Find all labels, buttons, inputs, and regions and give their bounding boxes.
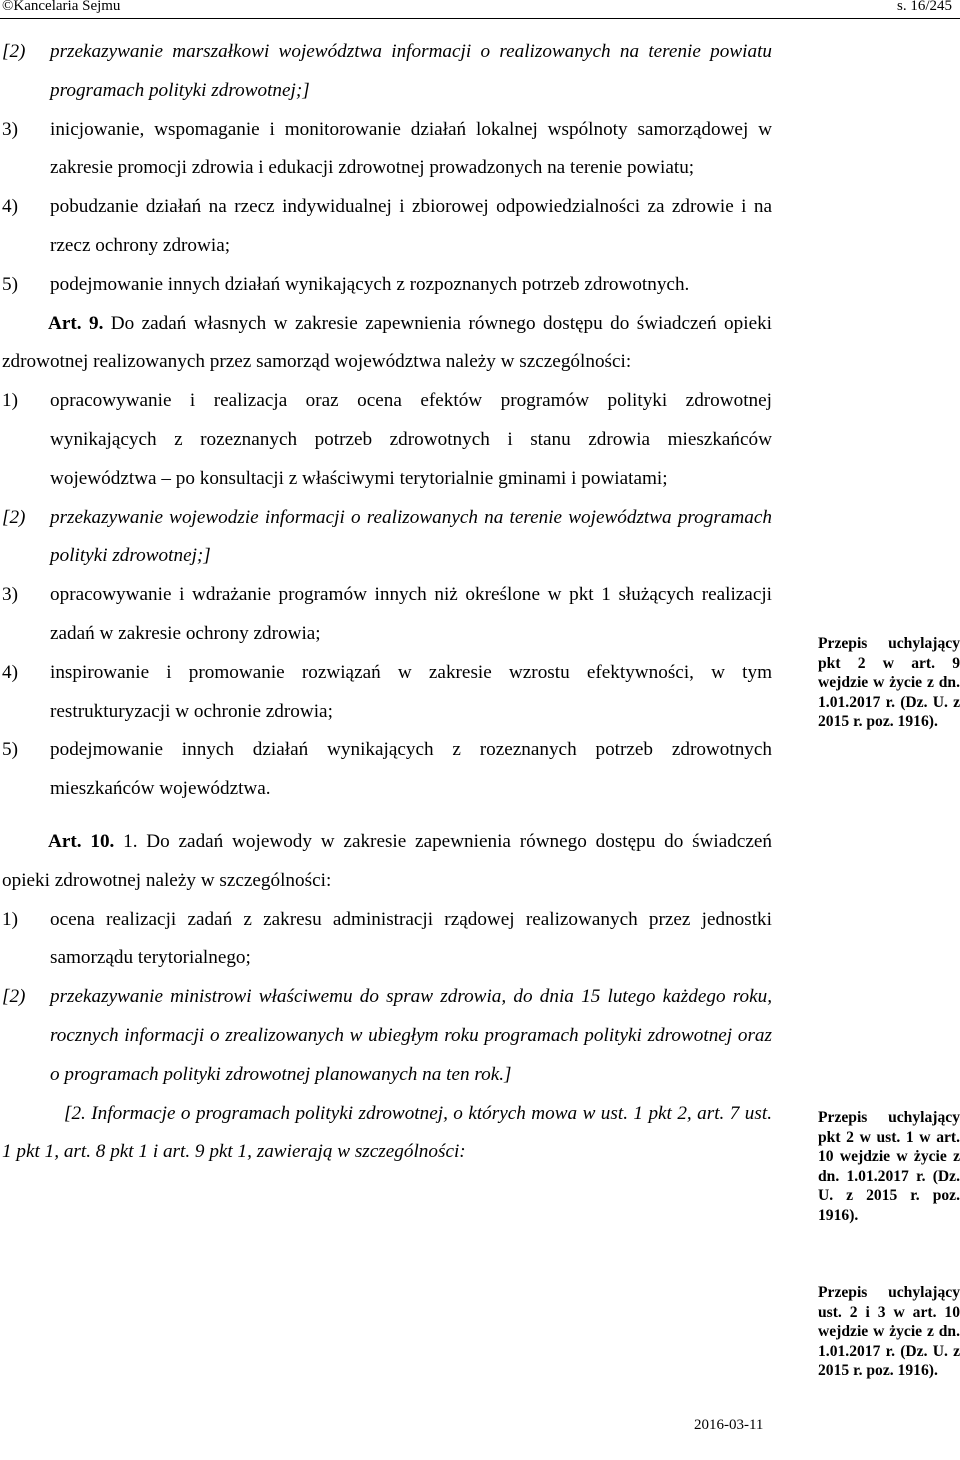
article-label: Art. 10. bbox=[48, 830, 115, 852]
article-text: Do zadań własnych w zakresie zapewnienia równego dostępu do świadczeń opieki zdrowotnej realizowanych przez samorząd województwa należy w szczególności: bbox=[2, 312, 773, 373]
item-number: 5) bbox=[2, 739, 18, 761]
item-number: [2) bbox=[2, 41, 26, 62]
article-label: Art. 9. bbox=[48, 312, 104, 334]
item-text: inicjowanie, wspomaganie i monitorowanie działań lokalnej wspólnoty samorządowej w zakresie promocji zdrowia i edukacji zdrowotnej prowadzonych na terenie powiatu; bbox=[50, 118, 772, 179]
item-text: przekazywanie marszałkowi województwa informacji o realizowanych na terenie powiatu programach polityki zdrowotnej;] bbox=[50, 41, 772, 101]
item-number: [2) bbox=[2, 506, 26, 528]
item-number: 3) bbox=[2, 118, 18, 140]
item-number: 1) bbox=[2, 390, 18, 412]
item-text: inspirowanie i promowanie rozwiązań w zakresie wzrostu efektywności, w tym restrukturyzacji w ochronie zdrowia; bbox=[50, 661, 772, 722]
side-note: Przepis uchylający pkt 2 w ust. 1 w art. 10 wejdzie w życie z dn. 1.01.2017 r. (Dz. U. z 2015 r. poz. 1916). bbox=[818, 1109, 960, 1224]
article-9 bbox=[2, 305, 772, 383]
list-item bbox=[2, 111, 772, 189]
list-item bbox=[2, 266, 772, 305]
item-text: przekazywanie ministrowi właściwemu do spraw zdrowia, do dnia 15 lutego każdego roku, rocznych informacji o zrealizowanych w ubiegłym roku programach polityki zdrowotnej oraz o programach polityki zdrowotnej planowanych na ten rok.] bbox=[50, 986, 772, 1085]
item-text: podejmowanie innych działań wynikających z rozeznanych potrzeb zdrowotnych mieszkańców województwa. bbox=[50, 739, 772, 800]
item-number: 5) bbox=[2, 273, 18, 295]
item-text: pobudzanie działań na rzecz indywidualnej i zbiorowej odpowiedzialności za zdrowie i na rzecz ochrony zdrowia; bbox=[50, 196, 772, 256]
list-item bbox=[2, 382, 772, 498]
ust-2-paragraph: [2. Informacje o programach polityki zdrowotnej, o których mowa w ust. 1 pkt 2, art. 7 ust. 1 pkt 1, art. 8 pkt 1 i art. 9 pkt 1, zawierają w szczególności: bbox=[2, 1102, 772, 1163]
item-number: 4) bbox=[2, 661, 18, 683]
page-header bbox=[0, 0, 960, 20]
item-text: opracowywanie i realizacja oraz ocena efektów programów polityki zdrowotnej wynikających z rozeznanych potrzeb zdrowotnych i stanu zdrowia mieszkańców województwa – po konsultacji z właściwymi terytorialnie gminami i powiatami; bbox=[50, 390, 772, 489]
list-item bbox=[2, 654, 772, 732]
item-text: ocena realizacji zadań z zakresu administracji rządowej realizowanych przez jednostki samorządu terytorialnego; bbox=[50, 908, 772, 969]
page-number: s. 16/245 bbox=[896, 0, 952, 14]
item-number: 4) bbox=[2, 196, 18, 218]
list-item bbox=[2, 576, 772, 654]
article-text: 1. Do zadań wojewody w zakresie zapewnienia równego dostępu do świadczeń opieki zdrowotnej należy w szczególności: bbox=[2, 830, 772, 891]
item-number: 3) bbox=[2, 584, 18, 606]
document-body bbox=[2, 33, 772, 1172]
publisher-label: ©Kancelaria Sejmu bbox=[2, 0, 121, 14]
article-10 bbox=[2, 823, 772, 901]
side-note: Przepis uchylający pkt 2 w art. 9 wejdzie w życie z dn. 1.01.2017 r. (Dz. U. z 2015 r. poz. 1916). bbox=[818, 635, 960, 731]
item-text: przekazywanie wojewodzie informacji o realizowanych na terenie województwa programach polityki zdrowotnej;] bbox=[50, 506, 772, 567]
list-item bbox=[2, 901, 772, 979]
list-item bbox=[2, 33, 772, 111]
footer-date: 2016-03-11 bbox=[694, 1417, 764, 1433]
item-number: [2) bbox=[2, 986, 26, 1008]
side-note: Przepis uchylający ust. 2 i 3 w art. 10 wejdzie w życie z dn. 1.01.2017 r. (Dz. U. z 2015 r. poz. 1916). bbox=[818, 1284, 960, 1380]
item-text: opracowywanie i wdrażanie programów innych niż określone w pkt 1 służących realizacji zadań w zakresie ochrony zdrowia; bbox=[50, 584, 772, 644]
item-text: podejmowanie innych działań wynikających z rozpoznanych potrzeb zdrowotnych. bbox=[50, 273, 690, 295]
item-number: 1) bbox=[2, 908, 18, 930]
list-item bbox=[2, 978, 772, 1094]
list-item bbox=[2, 499, 772, 577]
header-rule bbox=[0, 18, 960, 19]
list-item bbox=[2, 731, 772, 809]
list-item bbox=[2, 188, 772, 266]
spacer bbox=[2, 809, 772, 823]
